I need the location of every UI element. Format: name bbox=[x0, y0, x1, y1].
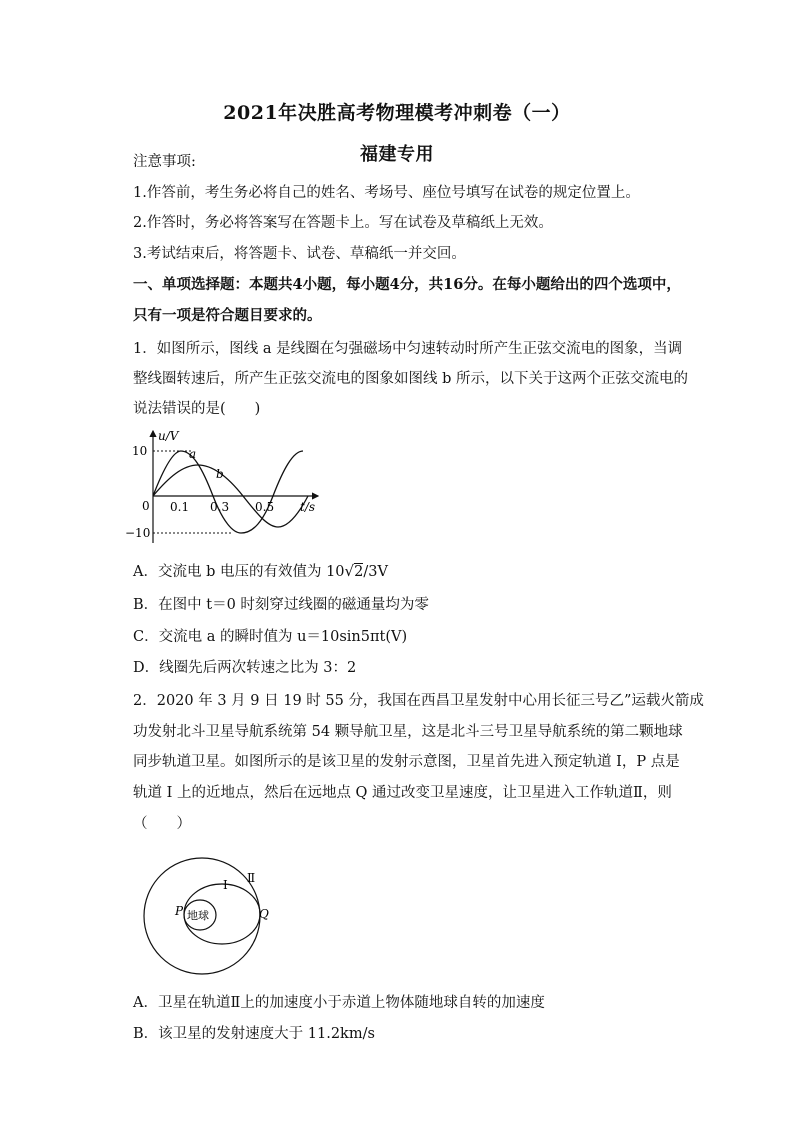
y-tick-label: −10 bbox=[125, 526, 151, 540]
notice-item: 1.作答前，考生务必将自己的姓名、考场号、座位号填写在试卷的规定位置上。 bbox=[133, 185, 640, 201]
x-tick-label: 0.5 bbox=[255, 500, 275, 514]
q1-option-c[interactable]: C．交流电 a 的瞬时值为 u＝10sin5πt(V) bbox=[133, 629, 408, 645]
section-heading-cont: 只有一项是符合题目要求的。 bbox=[133, 307, 322, 324]
q1-stem-line: 整线圈转速后，所产生正弦交流电的图象如图线 b 所示，以下关于这两个正弦交流电的 bbox=[133, 371, 688, 387]
q1-stem-line: 1．如图所示，图线 a 是线圈在匀强磁场中匀速转动时所产生正弦交流电的图象，当调 bbox=[133, 341, 683, 357]
notice-item: 3.考试结束后，将答题卡、试卷、草稿纸一并交回。 bbox=[133, 246, 466, 262]
sqrt-radicand: 2 bbox=[354, 564, 364, 580]
option-a-tail: /3V bbox=[363, 564, 388, 580]
y-axis-label: u/V bbox=[158, 429, 179, 443]
section-heading: 一、单项选择题：本题共4小题，每小题4分，共16分。在每小题给出的四个选项中， bbox=[133, 276, 681, 293]
y-tick-label: 10 bbox=[132, 444, 148, 458]
q1-waveform-figure bbox=[120, 425, 330, 550]
q1-stem-line: 说法错误的是( ) bbox=[133, 401, 261, 417]
notice-heading: 注意事项: bbox=[133, 154, 196, 170]
q1-option-b[interactable]: B．在图中 t＝0 时刻穿过线圈的磁通量均为零 bbox=[133, 597, 429, 613]
x-tick-label: 0.1 bbox=[170, 500, 190, 514]
notice-item: 2.作答时，务必将答案写在答题卡上。写在试卷及草稿纸上无效。 bbox=[133, 215, 553, 231]
q-label: Q bbox=[259, 907, 269, 921]
q2-stem-line: 功发射北斗卫星导航系统第 54 颗导航卫星，这是北斗三号卫星导航系统的第二颗地球 bbox=[133, 724, 683, 740]
y-tick-label: 0 bbox=[142, 499, 150, 513]
orbit-1-label: I bbox=[223, 878, 228, 892]
page-title: 2021年决胜高考物理模考冲刺卷（一） bbox=[223, 102, 571, 124]
q2-stem-line: 轨道 I 上的近地点，然后在远地点 Q 通过改变卫星速度，让卫星进入工作轨道Ⅱ，则 bbox=[133, 785, 672, 801]
orbit-2-label: Ⅱ bbox=[247, 871, 256, 885]
option-a-text: A．交流电 b 电压的有效值为 10 bbox=[133, 564, 345, 580]
q1-option-a[interactable] bbox=[133, 561, 388, 582]
earth-label: 地球 bbox=[187, 909, 209, 922]
x-axis-label: t/s bbox=[300, 500, 316, 514]
sqrt-sign: √ bbox=[344, 562, 355, 580]
q2-stem-line: 同步轨道卫星。如图所示的是该卫星的发射示意图，卫星首先进入预定轨道 I，P 点是 bbox=[133, 754, 680, 770]
q2-option-a[interactable]: A．卫星在轨道Ⅱ上的加速度小于赤道上物体随地球自转的加速度 bbox=[133, 995, 545, 1011]
curve-a bbox=[153, 451, 303, 533]
curve-a-label: a bbox=[189, 447, 197, 461]
q2-stem-line: 2．2020 年 3 月 9 日 19 时 55 分，我国在西昌卫星发射中心用长征三号乙”运载火箭成 bbox=[133, 693, 704, 709]
curve-b-label: b bbox=[216, 467, 224, 481]
q2-stem-line: （ ） bbox=[133, 816, 191, 832]
x-tick-label: 0.3 bbox=[210, 500, 230, 514]
q1-option-d[interactable]: D．线圈先后两次转速之比为 3：2 bbox=[133, 660, 357, 676]
p-label: P bbox=[175, 904, 184, 918]
page-subtitle: 福建专用 bbox=[360, 144, 434, 165]
q2-orbit-figure bbox=[135, 855, 275, 980]
q2-option-b[interactable]: B．该卫星的发射速度大于 11.2km/s bbox=[133, 1026, 375, 1042]
